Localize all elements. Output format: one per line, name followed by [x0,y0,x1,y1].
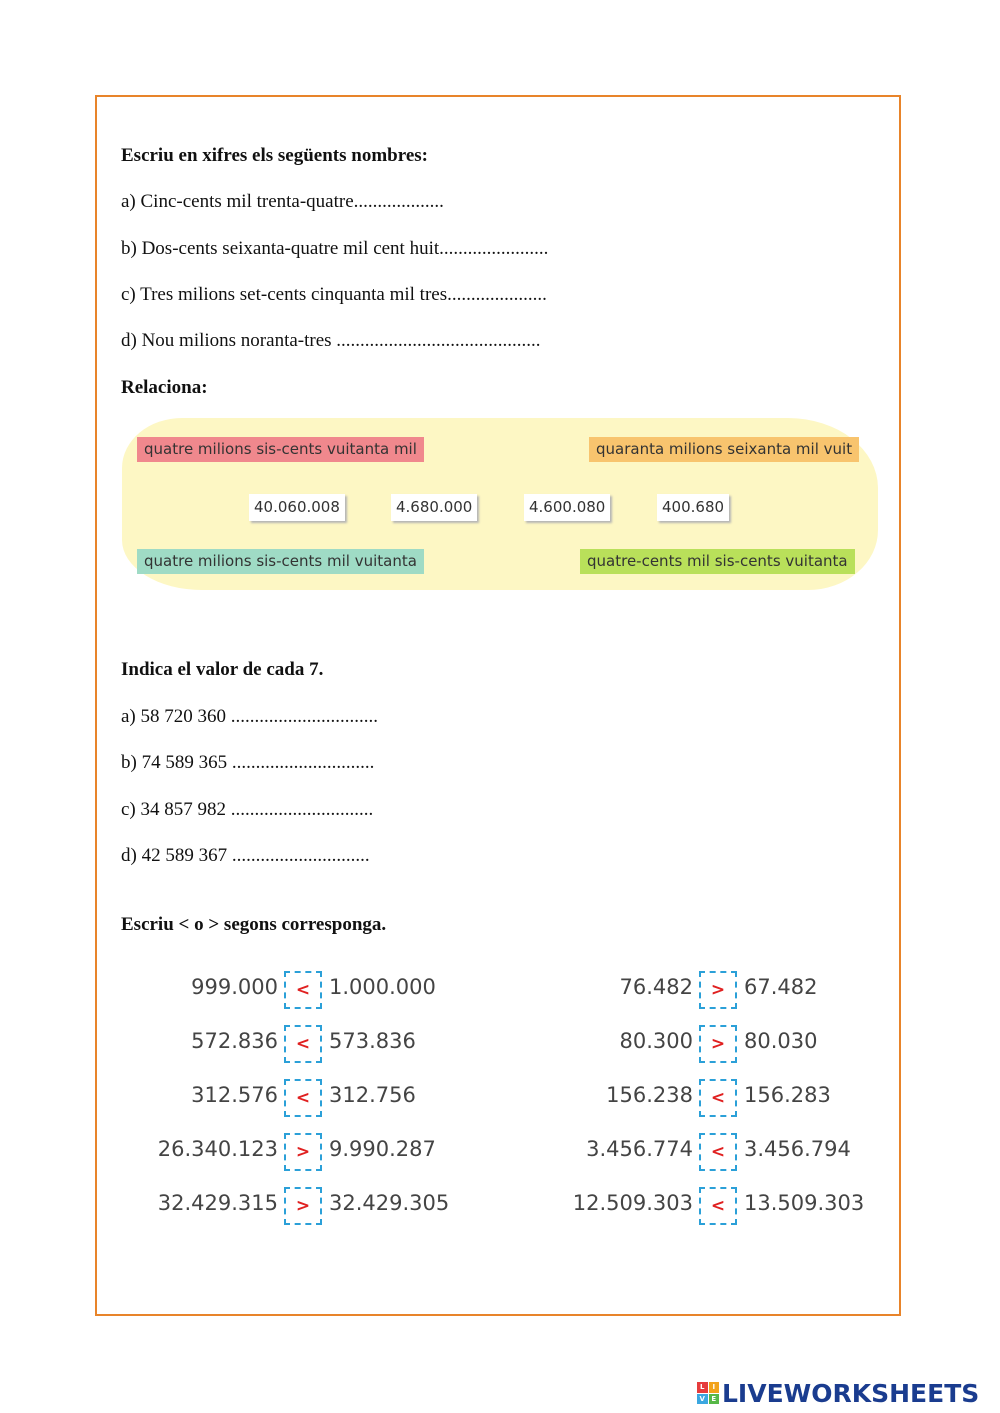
comparison-right-number: 3.456.794 [744,1137,851,1161]
comparison-left-number: 156.238 [606,1083,693,1107]
liveworksheets-logo-icon: L I V E [697,1382,719,1404]
comparison-sign-box[interactable]: > [699,971,737,1009]
comparison-right-number: 312.756 [329,1083,416,1107]
comparison-sign-box[interactable]: > [284,1133,322,1171]
section1-item-d: d) Nou milions noranta-tres ........................................... [121,330,541,351]
section1-item-b: b) Dos-cents seixanta-quatre mil cent huit....................... [121,238,549,259]
section1-item-a: a) Cinc-cents mil trenta-quatre................... [121,191,444,212]
comparison-sign-box[interactable]: < [699,1079,737,1117]
comparison-sign-box[interactable]: > [284,1187,322,1225]
section4-heading: Escriu < o > segons corresponga. [121,914,387,935]
number-card-40060008[interactable]: 40.060.008 [249,494,345,521]
comparison-right-number: 9.990.287 [329,1137,436,1161]
comparison-left-number: 12.509.303 [572,1191,693,1215]
number-card-4600080[interactable]: 4.600.080 [524,494,610,521]
comparison-left-number: 26.340.123 [157,1137,278,1161]
comparison-left-number: 572.836 [191,1029,278,1053]
comparison-left-number: 76.482 [619,975,693,999]
comparison-row [0,1187,1000,1227]
liveworksheets-brand [697,1378,979,1408]
comparison-sign-box[interactable]: < [284,971,322,1009]
comparison-sign-box[interactable]: < [284,1025,322,1063]
comparison-right-number: 67.482 [744,975,818,999]
phrase-quatre-cents-mil-sis-cents-vuitanta[interactable]: quatre-cents mil sis-cents vuitanta [580,549,855,574]
comparison-sign-box[interactable]: < [284,1079,322,1117]
section2-heading: Relaciona: [121,377,208,398]
section1-item-c: c) Tres milions set-cents cinquanta mil tres..................... [121,284,547,305]
section3-heading: Indica el valor de cada 7. [121,659,324,680]
section3-item-c: c) 34 857 982 .............................. [121,799,374,820]
phrase-quatre-milions-sis-cents-mil-vuitanta[interactable]: quatre milions sis-cents mil vuitanta [137,549,424,574]
number-card-4680000[interactable]: 4.680.000 [391,494,477,521]
comparison-right-number: 156.283 [744,1083,831,1107]
section1-heading: Escriu en xifres els següents nombres: [121,145,428,166]
comparison-row [0,1025,1000,1065]
comparison-left-number: 3.456.774 [586,1137,693,1161]
comparison-right-number: 32.429.305 [329,1191,450,1215]
brand-name: LIVEWORKSHEETS [722,1378,980,1408]
phrase-quatre-milions-sis-cents-vuitanta-mil[interactable]: quatre milions sis-cents vuitanta mil [137,437,424,462]
comparison-sign-box[interactable]: > [699,1025,737,1063]
comparison-left-number: 312.576 [191,1083,278,1107]
comparison-left-number: 999.000 [191,975,278,999]
section3-item-a: a) 58 720 360 ............................... [121,706,379,727]
comparison-row [0,1079,1000,1119]
comparison-right-number: 573.836 [329,1029,416,1053]
comparison-right-number: 13.509.303 [744,1191,865,1215]
section3-item-d: d) 42 589 367 ............................. [121,845,370,866]
comparison-row [0,971,1000,1011]
comparison-right-number: 80.030 [744,1029,818,1053]
comparison-row [0,1133,1000,1173]
comparison-sign-box[interactable]: < [699,1133,737,1171]
section3-item-b: b) 74 589 365 .............................. [121,752,375,773]
comparison-right-number: 1.000.000 [329,975,436,999]
comparison-left-number: 80.300 [619,1029,693,1053]
comparison-sign-box[interactable]: < [699,1187,737,1225]
comparison-left-number: 32.429.315 [157,1191,278,1215]
number-card-400680[interactable]: 400.680 [657,494,729,521]
phrase-quaranta-milions-seixanta-mil-vuit[interactable]: quaranta milions seixanta mil vuit [589,437,859,462]
